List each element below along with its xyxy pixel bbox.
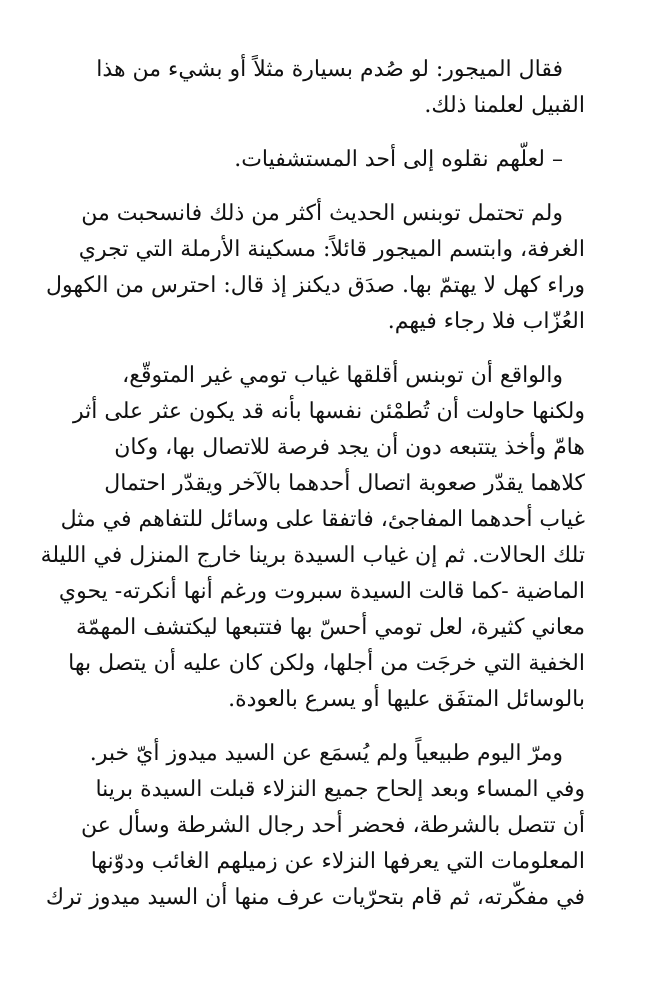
- text-line: في مفكّرته، ثم قام بتحرّيات عرف منها أن السيد ميدوز ترك: [45, 885, 585, 910]
- paragraph-4: [40, 358, 585, 718]
- paragraph-1: [68, 52, 585, 124]
- text-line: ولكنها حاولت أن تُطمْئن نفسها بأنه قد يكون عثر على أثر: [72, 399, 585, 424]
- text-line: تلك الحالات. ثم إن غياب السيدة برينا خارج المنزل في الليلة: [40, 543, 585, 568]
- text-line: – لعلّهم نقلوه إلى أحد المستشفيات.: [234, 147, 563, 172]
- paragraph-5: [45, 736, 585, 916]
- text-line: الغرفة، وابتسم الميجور قائلاً: مسكينة الأرملة التي تجري: [78, 237, 585, 262]
- text-line: كلاهما يقدّر صعوبة اتصال أحدهما بالآخر ويقدّر احتمال: [104, 471, 585, 496]
- paragraph-2: [68, 142, 585, 178]
- text-line: ومرّ اليوم طبيعياً ولم يُسمَع عن السيد ميدوز أيّ خبر.: [89, 741, 563, 766]
- text-line: العُزّاب فلا رجاء فيهم.: [387, 309, 585, 334]
- text-line: هامّ وأخذ يتتبعه دون أن يجد فرصة للاتصال بها، وكان: [114, 435, 585, 460]
- text-line: والواقع أن توبنس أقلقها غياب تومي غير المتوقّع،: [122, 363, 563, 388]
- text-line: معاني كثيرة، لعل تومي أحسّ بها فتتبعها ليكتشف المهمّة: [76, 615, 585, 640]
- text-line: القبيل لعلمنا ذلك.: [424, 93, 585, 118]
- text-line: أن تتصل بالشرطة، فحضر أحد رجال الشرطة وسأل عن: [80, 813, 585, 838]
- text-line: ولم تحتمل توبنس الحديث أكثر من ذلك فانسحبت من: [81, 201, 563, 226]
- text-line: وراء كهل لا يهتمّ بها. صدَق ديكنز إذ قال: احترس من الكهول: [46, 273, 585, 298]
- text-line: وفي المساء وبعد إلحاح جميع النزلاء قبلت السيدة برينا: [95, 777, 585, 802]
- text-line: بالوسائل المتفَق عليها أو يسرع بالعودة.: [228, 687, 585, 712]
- text-line: غياب أحدهما المفاجئ، فاتفقا على وسائل للتفاهم في مثل: [60, 507, 585, 532]
- text-line: المعلومات التي يعرفها النزلاء عن زميلهم الغائب ودوّنها: [90, 849, 585, 874]
- text-line: الماضية -كما قالت السيدة سبروت ورغم أنها أنكرته- يحوي: [58, 579, 585, 604]
- text-line: الخفية التي خرجَت من أجلها، ولكن كان عليه أن يتصل بها: [68, 651, 585, 676]
- paragraph-3: [46, 196, 585, 340]
- text-line: فقال الميجور: لو صُدم بسيارة مثلاً أو بشيء من هذا: [96, 57, 563, 82]
